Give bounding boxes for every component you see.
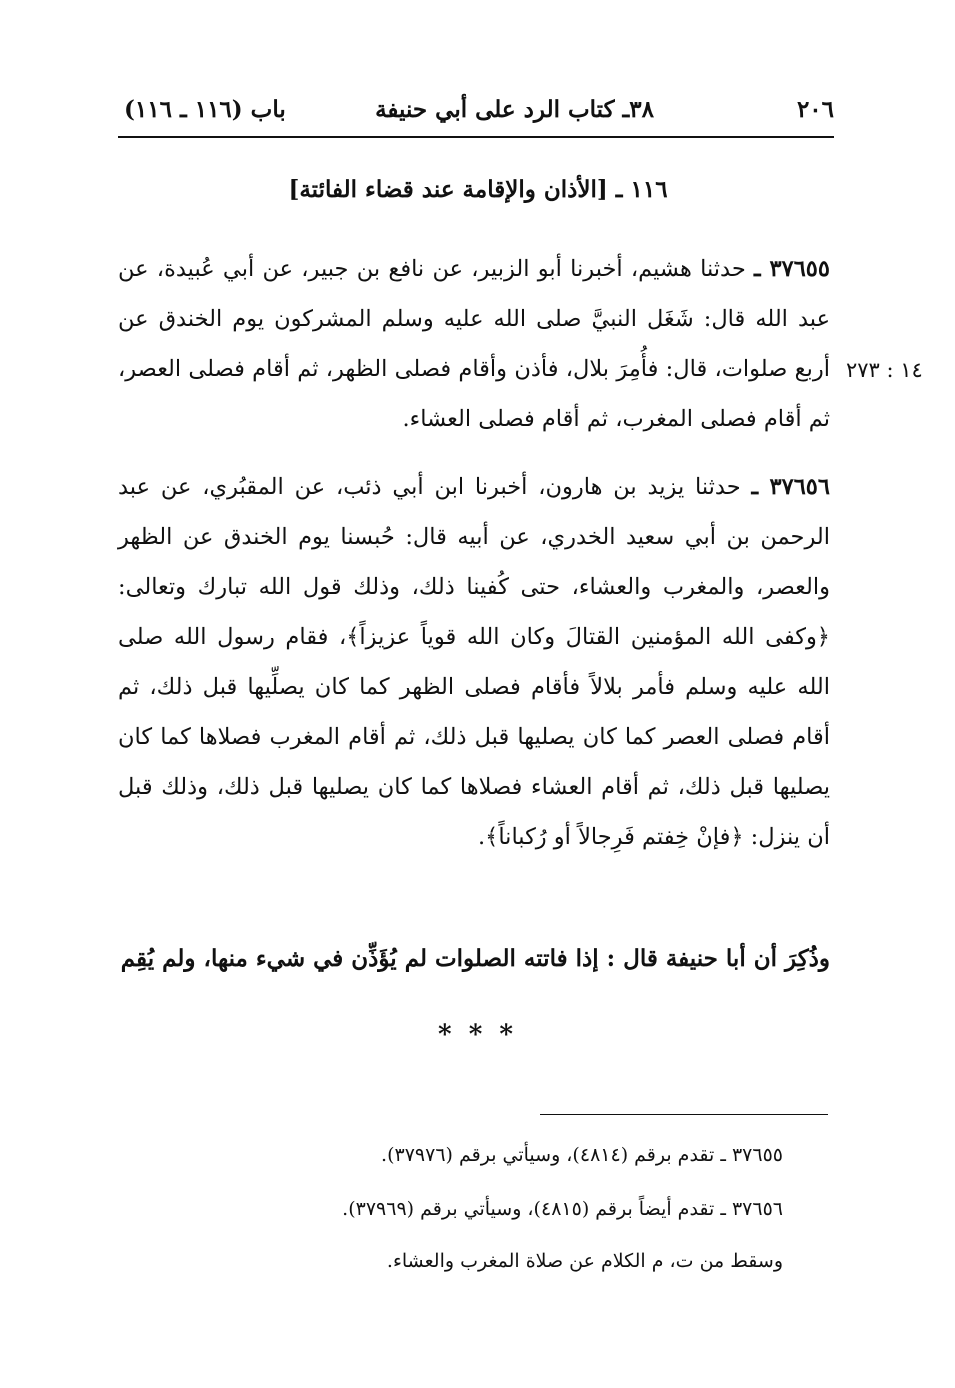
section-separator: * * * [438, 1020, 517, 1050]
abu-hanifa-statement: وذُكِرَ أن أبا حنيفة قال : إذا فاتته الصلوات لم يُؤَذِّن في شيء منها، ولم يُقِم [120, 945, 830, 972]
footnote: ٣٧٦٥٥ ـ تقدم برقم (٤٨١٤)، وسيأتي برقم (٣٧٩٧٦). [381, 1144, 783, 1166]
hadith-paragraph [118, 244, 830, 444]
footnote: وسقط من ت، م الكلام عن صلاة المغرب والعشاء. [386, 1250, 783, 1272]
footnote: ٣٧٦٥٦ ـ تقدم أيضاً برقم (٤٨١٥)، وسيأتي برقم (٣٧٩٦٩). [342, 1198, 783, 1220]
running-header [118, 94, 834, 138]
hadith-number: ٣٧٦٥٥ ـ [754, 256, 830, 282]
book-title: ٣٨ـ كتاب الرد على أبي حنيفة [375, 96, 654, 123]
footnote-divider [540, 1114, 828, 1115]
chapter-range: باب (١١٦ ـ ١١٦) [124, 96, 286, 123]
page-number: ٢٠٦ [796, 96, 834, 123]
section-title: ١١٦ ـ [الأذان والإقامة عند قضاء الفائتة] [288, 176, 668, 203]
margin-reference: ١٤ : ٢٧٣ [846, 358, 923, 382]
hadith-number: ٣٧٦٥٦ ـ [751, 474, 830, 500]
hadith-paragraph [118, 462, 830, 862]
hadith-text: حدثنا يزيد بن هارون، أخبرنا ابن أبي ذئب، عن المقبُري، عن عبد الرحمن بن أبي سعيد الخدري، عن أبيه قال: حُبسنا يوم الخندق عن الظهر والعصر، والمغرب والعشاء، حتى كُفينا ذلك، وذلك قول الله تبارك وتعالى: ﴿وكفى الله المؤمنين القتالَ وكان الله قوياً عزيزاً﴾، فقام رسول الله صلى الله عليه وسلم فأمر بلالاً فأقام فصلى الظهر كما كان يصلِّيها قبل ذلك، ثم أقام فصلى العصر كما كان يصليها قبل ذلك، ثم أقام المغرب فصلاها كما كان يصليها قبل ذلك، ثم أقام العشاء فصلاها كما كان يصليها قبل ذلك، وذلك قبل أن ينزل: ﴿فإنْ خِفتم فَرِجالاً أو رُكباناً﴾. [118, 474, 830, 850]
hadith-text: حدثنا هشيم، أخبرنا أبو الزبير، عن نافع بن جبير، عن أبي عُبيدة، عن عبد الله قال: شَغَل النبيَّ صلى الله عليه وسلم المشركون يوم الخندق عن أربع صلوات، قال: فأُمِرَ بلال، فأذن وأقام فصلى الظهر، ثم أقام فصلى العصر، ثم أقام فصلى المغرب، ثم أقام فصلى العشاء. [118, 256, 830, 432]
